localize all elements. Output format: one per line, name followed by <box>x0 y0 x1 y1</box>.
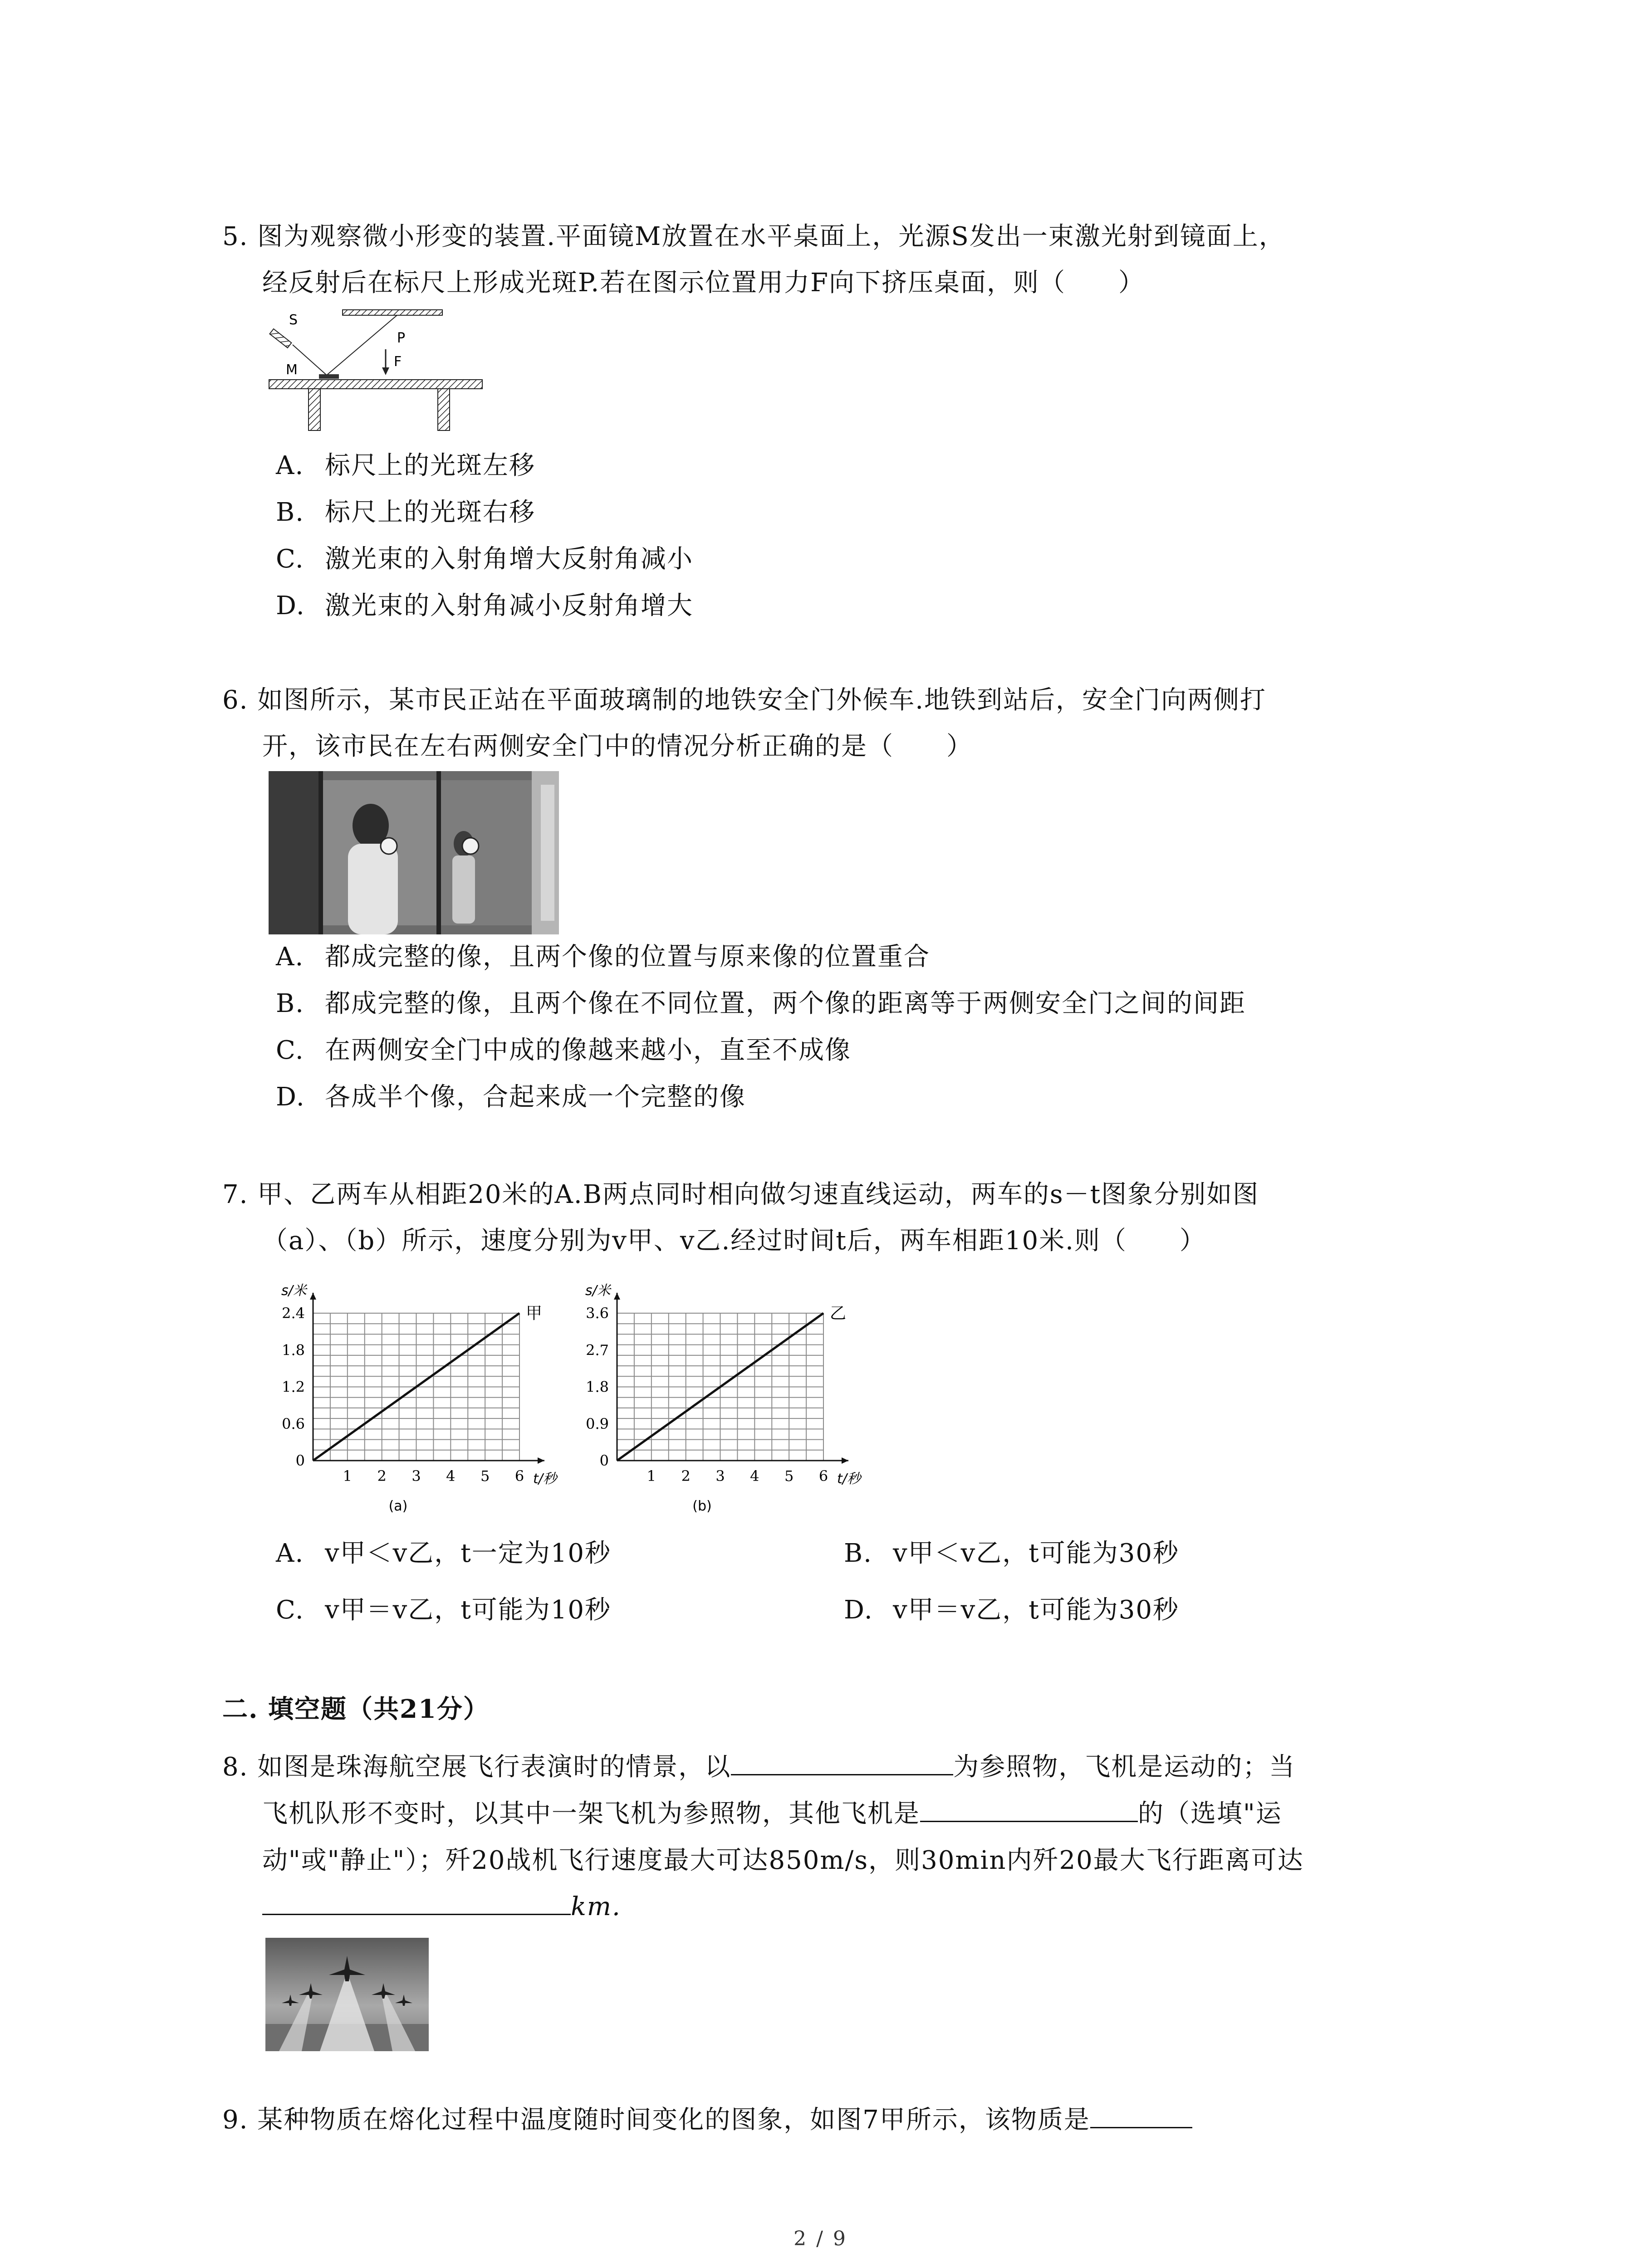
x-axis-arrow <box>842 1457 848 1464</box>
y-tick-label: 2.7 <box>586 1341 609 1359</box>
page-number: 2 / 9 <box>794 2227 847 2250</box>
y-tick-label: 3.6 <box>586 1305 609 1322</box>
x-tick-label: 3 <box>411 1467 421 1485</box>
chart-caption: (a) <box>388 1498 408 1514</box>
q7-stem-line2: （a）、（b）所示，速度分别为v甲、v乙.经过时间t后，两车相距10米.则（ ） <box>262 1226 1206 1256</box>
y-tick-label: 1.2 <box>282 1378 305 1396</box>
q7-option-a: A. v甲＜v乙，t一定为10秒 <box>276 1539 612 1568</box>
q9-blank-1[interactable] <box>1090 2122 1192 2128</box>
y-tick-label: 1.8 <box>282 1341 305 1359</box>
series-name-label: 甲 <box>526 1304 543 1323</box>
chart-caption: (b) <box>692 1498 712 1514</box>
q6-option-a: A. 都成完整的像，且两个像的位置与原来像的位置重合 <box>276 942 930 972</box>
x-tick-label: 4 <box>446 1467 456 1485</box>
y-axis-arrow <box>614 1293 620 1300</box>
x-tick-label: 5 <box>480 1467 490 1485</box>
x-axis-arrow <box>538 1457 544 1464</box>
q7-option-c: C. v甲＝v乙，t可能为10秒 <box>276 1595 612 1625</box>
q6-option-b: B. 都成完整的像，且两个像在不同位置，两个像的距离等于两侧安全门之间的间距 <box>276 989 1246 1018</box>
x-axis-label: t/秒 <box>533 1471 557 1487</box>
q5-label-p: P <box>397 330 406 346</box>
q5-option-b: B. 标尺上的光斑右移 <box>276 498 535 527</box>
x-tick-label: 1 <box>647 1467 656 1485</box>
y-tick-label: 2.4 <box>282 1305 305 1322</box>
y-tick-label: 0.6 <box>282 1415 305 1432</box>
q7-option-b: B. v甲＜v乙，t可能为30秒 <box>844 1539 1180 1568</box>
y-axis-arrow <box>310 1293 316 1300</box>
q5-label-s: S <box>289 312 298 328</box>
q8-blank-1[interactable] <box>731 1769 953 1775</box>
q7-chart-b <box>567 1275 885 1529</box>
x-axis-label: t/秒 <box>837 1471 861 1487</box>
x-tick-label: 4 <box>750 1467 759 1485</box>
q6-stem-line1: 6. 如图所示，某市民正站在平面玻璃制的地铁安全门外候车.地铁到站后，安全门向两侧打 <box>222 685 1267 715</box>
y-axis-label: s/米 <box>585 1283 611 1299</box>
q5-stem-line1: 5. 图为观察微小形变的装置.平面镜M放置在水平桌面上，光源S发出一束激光射到镜面上， <box>222 222 1285 251</box>
q5-label-f: F <box>394 354 402 370</box>
q9-line1: 9. 某种物质在熔化过程中温度随时间变化的图象，如图7甲所示，该物质是 <box>222 2105 1192 2135</box>
y-tick-label: 1.8 <box>586 1378 609 1396</box>
q5-label-m: M <box>286 362 298 378</box>
section-2-title: 二. 填空题（共21分） <box>222 1694 490 1724</box>
x-tick-label: 1 <box>343 1467 353 1485</box>
q6-option-c: C. 在两侧安全门中成的像越来越小，直至不成像 <box>276 1036 851 1065</box>
q8-airshow-photo <box>265 1938 429 2051</box>
q8-blank-3[interactable] <box>262 1909 571 1915</box>
q8-blank-2[interactable] <box>920 1816 1138 1822</box>
q5-option-c: C. 激光束的入射角增大反射角减小 <box>276 544 693 574</box>
q6-stem-line2: 开，该市民在左右两侧安全门中的情况分析正确的是（ ） <box>262 732 973 761</box>
x-tick-label: 3 <box>715 1467 725 1485</box>
q5-option-a: A. 标尺上的光斑左移 <box>276 451 535 480</box>
q5-option-d: D. 激光束的入射角减小反射角增大 <box>276 591 693 621</box>
x-tick-label: 5 <box>784 1467 794 1485</box>
q8-line2: 飞机队形不变时，以其中一架飞机为参照物，其他飞机是 的（选填"运 <box>262 1799 1282 1828</box>
q8-line1: 8. 如图是珠海航空展飞行表演时的情景，以 为参照物，飞机是运动的；当 <box>222 1752 1296 1782</box>
q7-stem-line1: 7. 甲、乙两车从相距20米的A.B两点同时相向做匀速直线运动，两车的s－t图象分别如图 <box>222 1180 1259 1209</box>
y-axis-label: s/米 <box>281 1283 307 1299</box>
q5-stem-line2: 经反射后在标尺上形成光斑P.若在图示位置用力F向下挤压桌面，则（ ） <box>262 268 1145 298</box>
x-tick-label: 2 <box>377 1467 387 1485</box>
q7-option-d: D. v甲＝v乙，t可能为30秒 <box>844 1595 1180 1625</box>
y-tick-label: 0 <box>599 1452 609 1469</box>
series-name-label: 乙 <box>830 1304 847 1323</box>
x-tick-label: 2 <box>681 1467 691 1485</box>
x-tick-label: 6 <box>514 1467 524 1485</box>
x-tick-label: 6 <box>818 1467 828 1485</box>
y-tick-label: 0.9 <box>586 1415 609 1432</box>
q5-apparatus-figure <box>265 302 488 433</box>
y-tick-label: 0 <box>295 1452 305 1469</box>
q8-line3: 动"或"静止"）；歼20战机飞行速度最大可达850m/s，则30min内歼20最大飞行距离可达 <box>262 1846 1304 1875</box>
q7-chart-a <box>263 1275 563 1529</box>
q6-option-d: D. 各成半个像，合起来成一个完整的像 <box>276 1082 746 1112</box>
q6-subway-door-photo <box>269 771 559 934</box>
q8-line4: km. <box>262 1892 621 1922</box>
